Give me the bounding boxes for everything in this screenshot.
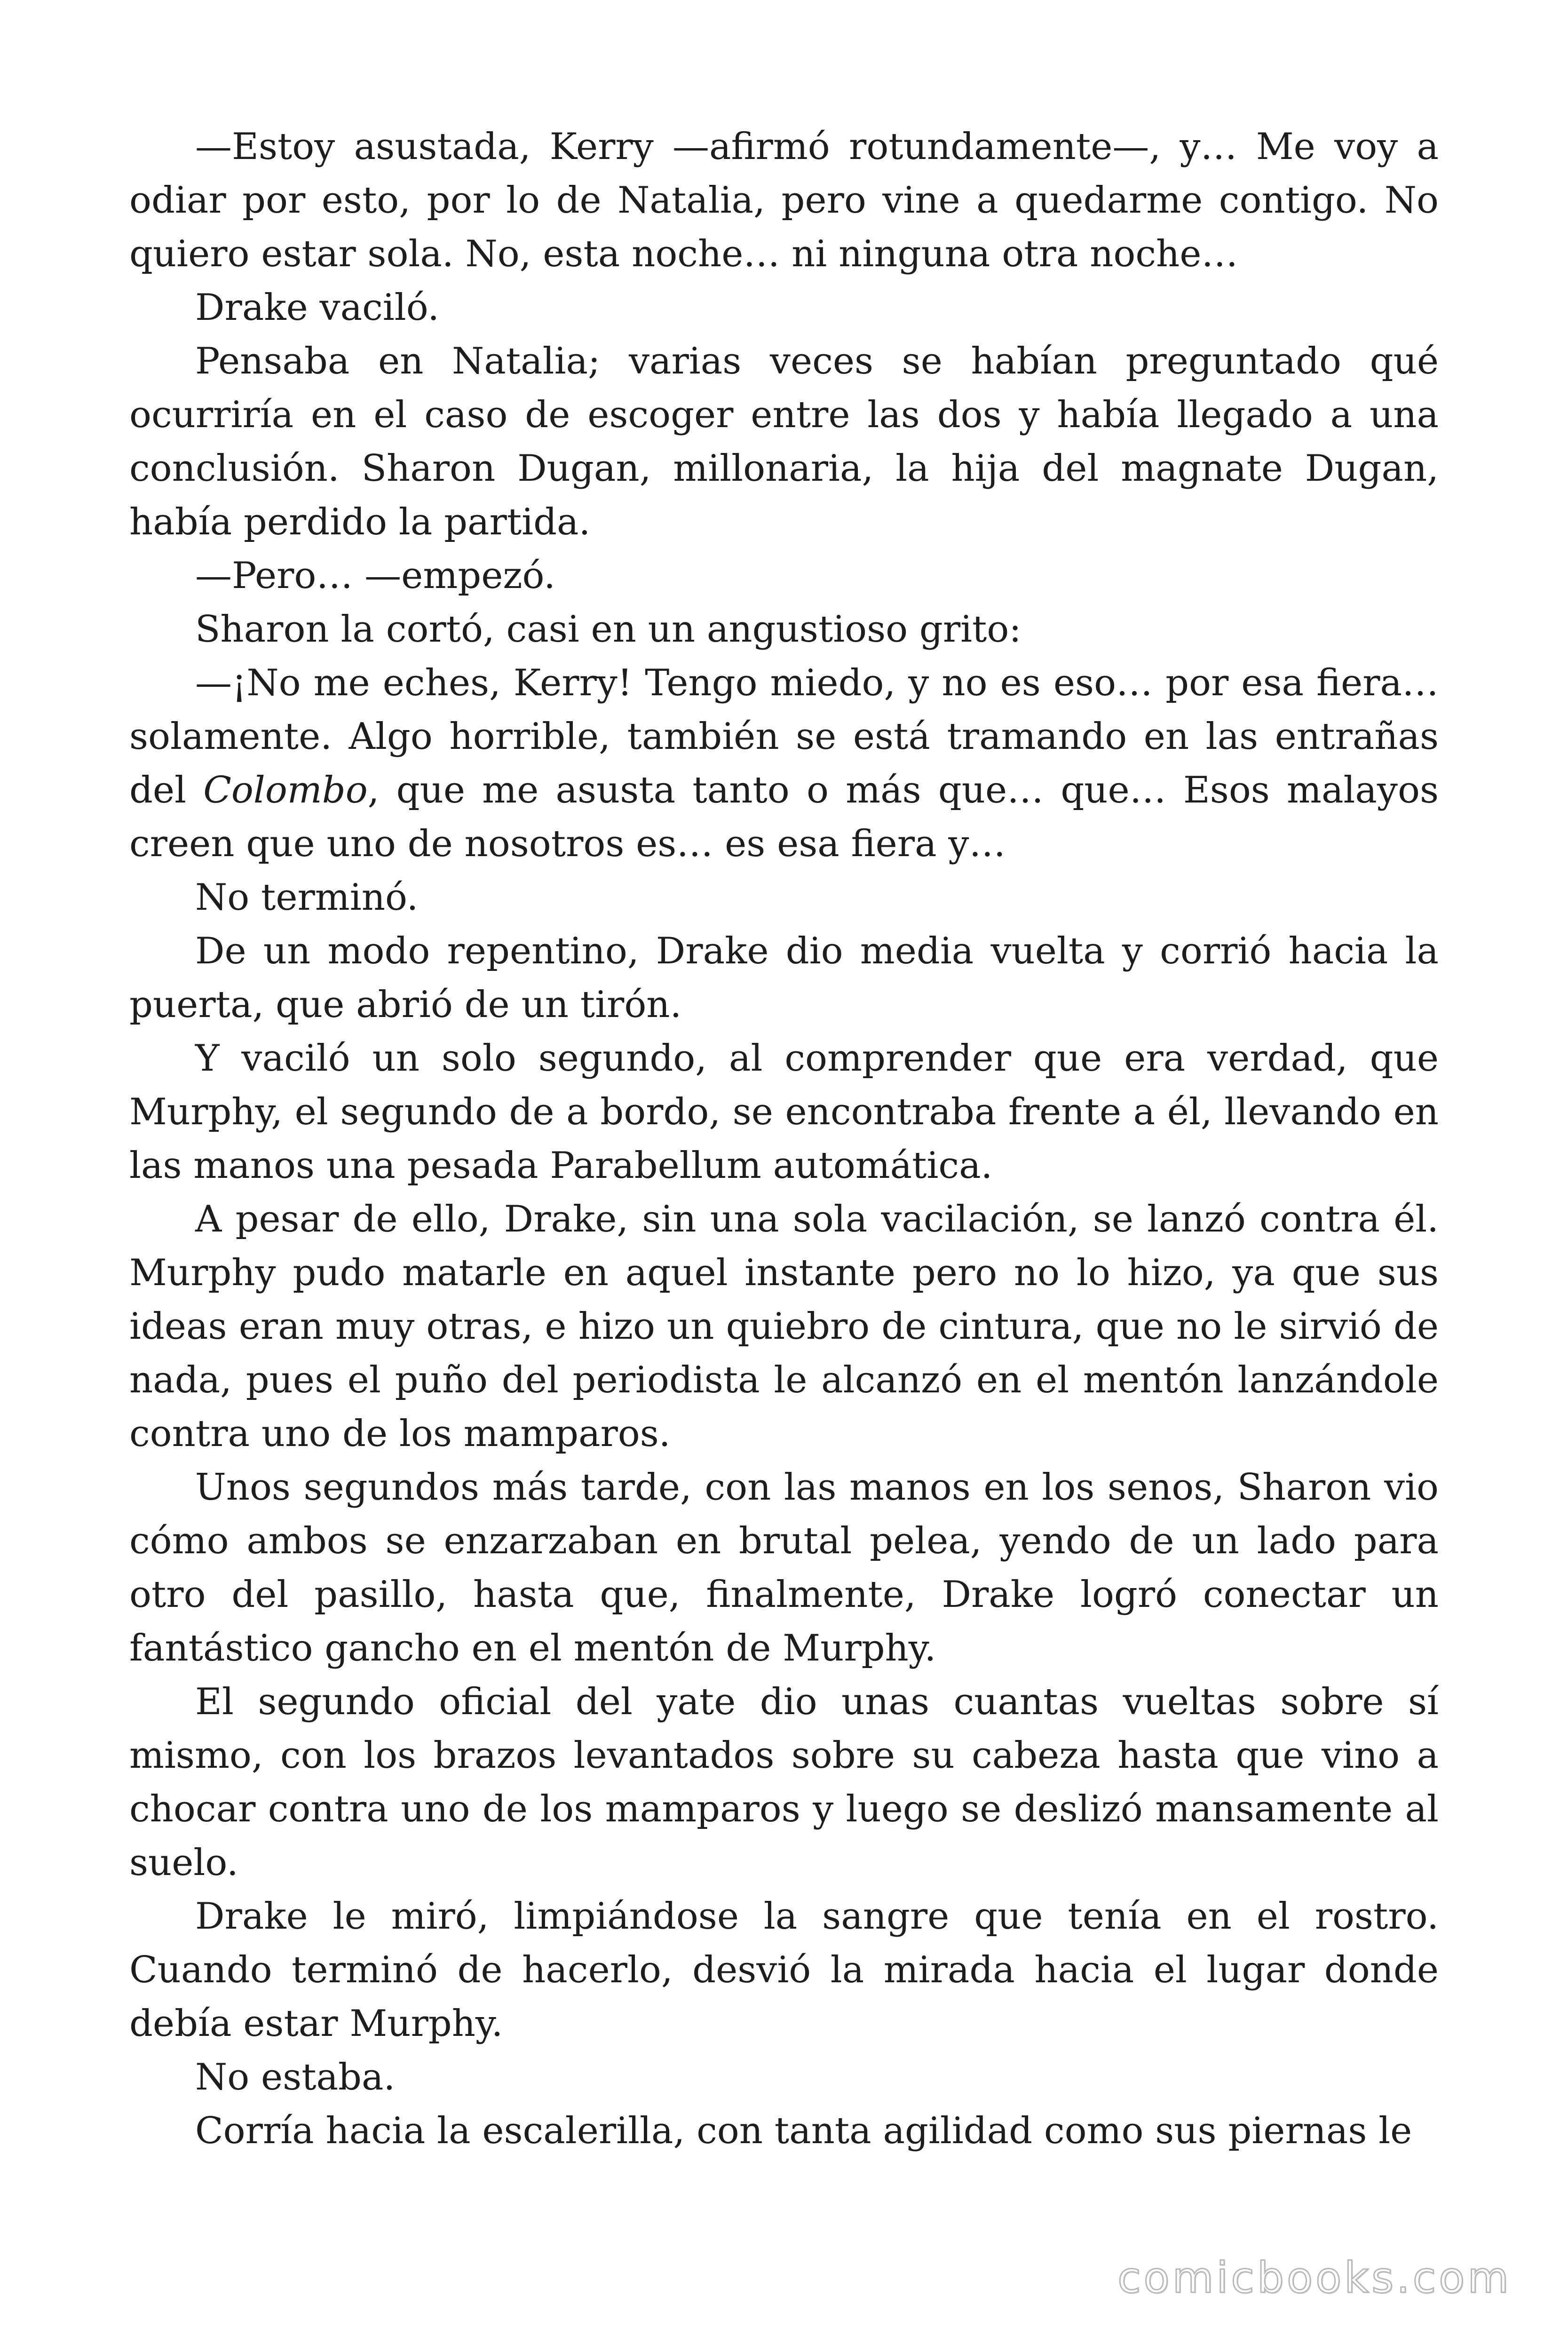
paragraph: No terminó.: [195, 876, 419, 919]
paragraph: A pesar de ello, Drake, sin una sola vacilación, se lanzó contra él. Murphy pudo matarle en aquel instante pero no lo hizo, ya que sus ideas eran muy otras, e hizo un quiebro de cintura, que no le sirvió de nada, pues el puño del periodista le alcanzó en el mentón lanzándole contra uno de los mamparos.: [129, 1198, 1439, 1455]
paragraph: —Estoy asustada, Kerry —afirmó rotundamente—, y… Me voy a odiar por esto, por lo de Natalia, pero vine a quedarme contigo. No quiero estar sola. No, esta noche… ni ninguna otra noche…: [129, 126, 1439, 275]
paragraph: Drake vaciló.: [195, 286, 440, 329]
paragraph: Unos segundos más tarde, con las manos en los senos, Sharon vio cómo ambos se enzarzaban en brutal pelea, yendo de un lado para otro del pasillo, hasta que, finalmente, Drake logró conectar un fantástico gancho en el mentón de Murphy.: [129, 1466, 1439, 1669]
ship-name: Colombo: [203, 769, 368, 811]
page-body: [129, 120, 1439, 2158]
paragraph: Y vaciló un solo segundo, al comprender que era verdad, que Murphy, el segundo de a bordo, se encontraba frente a él, llevando en las manos una pesada Parabellum automática.: [129, 1037, 1439, 1187]
paragraph: Pensaba en Natalia; varias veces se habían preguntado qué ocurriría en el caso de escoger entre las dos y había llegado a una conclusión. Sharon Dugan, millonaria, la hija del magnate Dugan, había perdido la partida.: [129, 340, 1439, 543]
paragraph: De un modo repentino, Drake dio media vuelta y corrió hacia la puerta, que abrió de un tirón.: [129, 930, 1439, 1026]
paragraph: Sharon la cortó, casi en un angustioso grito:: [195, 608, 1022, 651]
paragraph: [129, 656, 1439, 871]
paragraph: —Pero… —empezó.: [195, 555, 555, 597]
paragraph-text: , que me asusta tanto o más que… que… Esos malayos creen que uno de nosotros es… es esa fiera y…: [129, 769, 1439, 865]
paragraph: Drake le miró, limpiándose la sangre que tenía en el rostro. Cuando terminó de hacerlo, desvió la mirada hacia el lugar donde debía estar Murphy.: [129, 1895, 1439, 2045]
watermark: comicbooks.com: [1117, 2253, 1512, 2303]
paragraph: No estaba.: [195, 2056, 396, 2098]
paragraph: El segundo oficial del yate dio unas cuantas vueltas sobre sí mismo, con los brazos levantados sobre su cabeza hasta que vino a chocar contra uno de los mamparos y luego se deslizó mansamente al suelo.: [129, 1681, 1439, 1884]
paragraph: Corría hacia la escalerilla, con tanta agilidad como sus piernas le: [195, 2110, 1412, 2152]
paragraph-text: —¡No me eches, Kerry! Tengo miedo, y no es eso… por esa fiera… solamente. Algo horrible, también se está tramando en las entrañas del: [129, 662, 1439, 811]
